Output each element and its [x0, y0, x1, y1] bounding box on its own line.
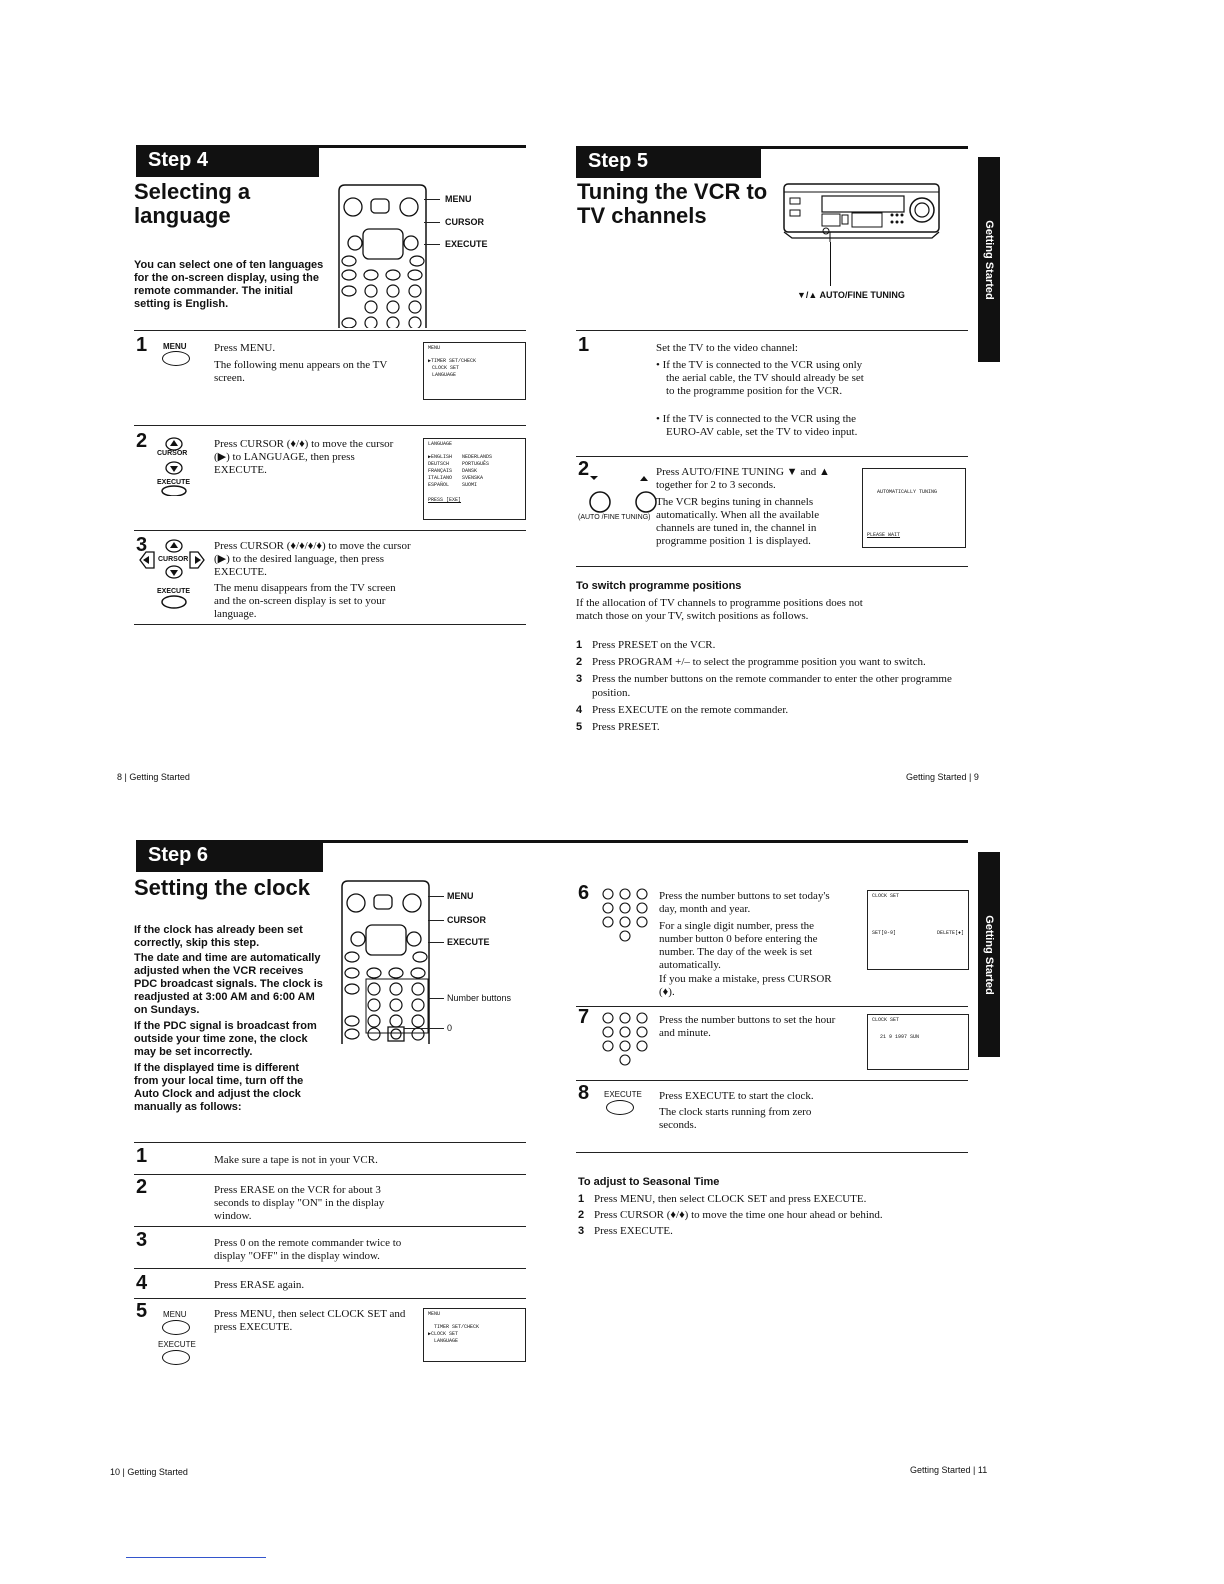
step5-rule-2: [576, 456, 968, 457]
step4-item3-text: Press CURSOR (♦/♦/♦/♦) to move the cursor (▶) to the desired language, then press EXECUTE.: [214, 540, 411, 578]
step4-rule-2: [134, 425, 526, 426]
step6-item6-note2: If you make a mistake, press CURSOR (♦).: [659, 973, 832, 998]
step5-item2-icon-label: (AUTO /FINE TUNING): [578, 514, 651, 521]
step6-rule-4: [134, 1268, 526, 1269]
step6-rule-2: [134, 1174, 526, 1175]
step4-item1-text: Press MENU.: [214, 342, 276, 354]
side-tab-getting-started-top: Getting Started: [978, 157, 1000, 362]
step6-banner: Step 6: [136, 840, 323, 872]
seasonal-step: 2 Press CURSOR (♦/♦) to move the time one hour ahead or behind.: [578, 1209, 883, 1221]
step4-item2-cursor-label: CURSOR: [157, 450, 188, 457]
number-keypad-icon-step6: [598, 886, 658, 946]
step6-item1-number: 1: [136, 1145, 148, 1167]
step6-rule-3: [134, 1226, 526, 1227]
tv-screen-auto-tuning: AUTOMATICALLY TUNING PLEASE WAIT: [862, 468, 966, 548]
remote-label-cursor: CURSOR: [445, 217, 485, 227]
remote-leader-execute: [424, 244, 440, 245]
step6-item3-number: 3: [136, 1229, 148, 1251]
switch-step: 4 Press EXECUTE on the remote commander.: [576, 704, 789, 716]
step5-item1-bullet1: • If the TV is connected to the VCR using only the aerial cable, the TV should already be set to the programme position for the VCR.: [656, 359, 864, 397]
cursor-four-way-icon: [132, 538, 212, 610]
step6-item5-menu-label: MENU: [163, 1310, 187, 1319]
remote6-leader-execute: [428, 942, 444, 943]
step4-banner: Step 4: [136, 145, 319, 177]
tv-screen-language-list: LANGUAGE ▶ENGLISH DEUTSCH FRANÇAIS ITALIANO ESPAÑOL NEDERLANDS PORTUGUÊS DANSK SVENSKA SUOMI PRESS [EXE]: [423, 438, 526, 520]
step5-rule-3: [576, 566, 968, 567]
step6-intro-para2: The date and time are automatically adjusted when the VCR receives PDC broadcast signals. The clock is readjusted at 3:00 AM and 6:00 AM on Sundays.: [134, 952, 323, 1016]
step4-item3-number: 3: [136, 534, 148, 556]
switch-positions-steps: [576, 638, 966, 734]
step4-item2-number: 2: [136, 430, 148, 452]
step4-rule-3: [134, 530, 526, 531]
step6-right-rule-2: [576, 1080, 968, 1081]
step6-item1-text: Make sure a tape is not in your VCR.: [214, 1154, 378, 1166]
step6-intro-para4: If the displayed time is different from your local time, turn off the Auto Clock and adjust the clock manually as follows:: [134, 1062, 304, 1113]
step4-top-rule: [136, 145, 526, 148]
step4-item3-execute-label: EXECUTE: [157, 588, 191, 595]
switch-step: 3 Press the number buttons on the remote commander to enter the other programme position.: [576, 673, 952, 699]
footer-page-11: Getting Started | 11: [910, 1465, 988, 1475]
seasonal-time-steps: [578, 1192, 958, 1238]
remote6-label-zero: 0: [447, 1023, 453, 1033]
remote6-label-execute: EXECUTE: [447, 937, 490, 947]
step6-item5-execute-label: EXECUTE: [158, 1340, 196, 1349]
execute-key-icon-step6: [162, 1350, 190, 1365]
switch-step: 2 Press PROGRAM +/– to select the programme position you want to switch.: [576, 656, 926, 668]
tv-screen-menu-step4: MENU ▶TIMER SET/CHECK CLOCK SET LANGUAGE: [423, 342, 526, 400]
step5-item1-bullet2: • If the TV is connected to the VCR using the EURO-AV cable, set the TV to video input.: [656, 413, 858, 438]
switch-step: 5 Press PRESET.: [576, 721, 660, 733]
remote-leader-cursor: [424, 222, 440, 223]
switch-positions-intro: If the allocation of TV channels to programme positions does not match those on your TV, switch positions as follows.: [576, 597, 863, 622]
remote-leader-menu: [424, 199, 440, 200]
step6-intro-para1: If the clock has already been set correctly, skip this step.: [134, 924, 303, 949]
step6-item5-text: Press MENU, then select CLOCK SET and press EXECUTE.: [214, 1308, 406, 1333]
step6-item8-text: Press EXECUTE to start the clock.: [659, 1090, 814, 1102]
execute-key-icon-step8: [606, 1100, 634, 1115]
step6-right-rule-1: [576, 1006, 968, 1007]
step5-item2-number: 2: [578, 458, 590, 480]
step6-intro-para3: If the PDC signal is broadcast from outside your time zone, the clock may be set incorrectly.: [134, 1020, 317, 1058]
step6-item6-note1: For a single digit number, press the number button 0 before entering the number. The day of the week is set automatically.: [659, 920, 818, 971]
tv-screen-clock-set-date: CLOCK SET SET[0-9] DELETE[♦]: [867, 890, 969, 970]
step6-item8-number: 8: [578, 1082, 590, 1104]
remote-illustration-step6: [338, 879, 433, 1044]
step4-title: Selecting a language: [134, 179, 251, 228]
step4-rule-1: [134, 330, 526, 331]
seasonal-time-heading: To adjust to Seasonal Time: [578, 1176, 720, 1188]
step5-banner: Step 5: [576, 146, 761, 178]
seasonal-step: 1 Press MENU, then select CLOCK SET and press EXECUTE.: [578, 1193, 867, 1205]
step4-item2-execute-label: EXECUTE: [157, 479, 191, 486]
remote-label-menu: MENU: [445, 194, 472, 204]
step6-item7-text: Press the number buttons to set the hour and minute.: [659, 1014, 836, 1039]
step6-right-rule-3: [576, 1152, 968, 1153]
remote6-label-number-buttons: Number buttons: [447, 993, 512, 1003]
step6-rule-1: [134, 1142, 526, 1143]
step4-item1-number: 1: [136, 334, 148, 356]
step4-item1-note: The following menu appears on the TV screen.: [214, 359, 388, 384]
step6-item6-number: 6: [578, 882, 590, 904]
step6-item6-text: Press the number buttons to set today's day, month and year.: [659, 890, 830, 915]
vcr-illustration: [782, 182, 942, 242]
step6-title: Setting the clock: [134, 875, 311, 900]
side-tab-getting-started-bottom: Getting Started: [978, 852, 1000, 1057]
step6-item4-number: 4: [136, 1272, 148, 1294]
menu-key-icon-step6: [162, 1320, 190, 1335]
step4-item2-text: Press CURSOR (♦/♦) to move the cursor (▶) to LANGUAGE, then press EXECUTE.: [214, 438, 394, 476]
switch-positions-heading: To switch programme positions: [576, 580, 742, 592]
step6-item4-text: Press ERASE again.: [214, 1279, 305, 1291]
remote6-leader-zero: [404, 1028, 444, 1029]
step6-item3-text: Press 0 on the remote commander twice to display "OFF" in the display window.: [214, 1237, 402, 1262]
step6-item2-number: 2: [136, 1176, 148, 1198]
step5-top-rule: [576, 146, 968, 149]
switch-step: 1 Press PRESET on the VCR.: [576, 639, 716, 651]
vcr-auto-fine-tuning-label: ▼/▲ AUTO/FINE TUNING: [797, 290, 905, 300]
remote-illustration-step4: [335, 183, 430, 328]
step5-rule-1: [576, 330, 968, 331]
step4-item1-menu-label: MENU: [163, 342, 187, 351]
tv-screen-menu-clock: MENU TIMER SET/CHECK ▶CLOCK SET LANGUAGE: [423, 1308, 526, 1362]
seasonal-step: 3 Press EXECUTE.: [578, 1225, 673, 1237]
step5-item1-text: Set the TV to the video channel:: [656, 342, 798, 354]
vcr-leader-line: [830, 242, 831, 286]
remote6-leader-menu: [428, 896, 444, 897]
step5-item2-note: The VCR begins tuning in channels automatically. When all the available channels are tuned in, the channel in programme position 1 is displayed.: [656, 496, 820, 547]
remote6-leader-number: [428, 998, 444, 999]
step6-item7-number: 7: [578, 1006, 590, 1028]
step5-item2-text: Press AUTO/FINE TUNING ▼ and ▲ together for 2 to 3 seconds.: [656, 466, 830, 491]
step6-item5-number: 5: [136, 1300, 148, 1322]
footer-page-8: 8 | Getting Started: [117, 772, 190, 782]
tv-screen-clock-set-time: CLOCK SET 21 9 1997 SUN: [867, 1014, 969, 1070]
step6-item8-execute-label: EXECUTE: [604, 1090, 642, 1099]
step4-intro: You can select one of ten languages for the on-screen display, using the remote commander. The initial setting is English.: [134, 259, 324, 310]
step6-item2-text: Press ERASE on the VCR for about 3 seconds to display "ON" in the display window.: [214, 1184, 385, 1222]
remote-label-execute: EXECUTE: [445, 239, 488, 249]
step4-item3-cursor-label: CURSOR: [158, 556, 189, 563]
cursor-key-icon: [160, 436, 188, 496]
number-keypad-icon-step7: [598, 1010, 658, 1070]
remote6-label-menu: MENU: [447, 891, 474, 901]
remote6-label-cursor: CURSOR: [447, 915, 487, 925]
bottom-link-underline: [126, 1557, 266, 1558]
step5-item1-number: 1: [578, 334, 590, 356]
step6-item8-note: The clock starts running from zero seconds.: [659, 1106, 812, 1131]
menu-key-icon: [162, 351, 190, 366]
step4-item3-note: The menu disappears from the TV screen and the on-screen display is set to your language.: [214, 582, 396, 620]
step4-rule-4: [134, 624, 526, 625]
footer-page-9: Getting Started | 9: [906, 772, 979, 782]
footer-page-10: 10 | Getting Started: [110, 1467, 188, 1477]
remote6-leader-cursor: [428, 920, 444, 921]
step6-rule-5: [134, 1298, 526, 1299]
step5-title: Tuning the VCR to TV channels: [577, 179, 768, 228]
